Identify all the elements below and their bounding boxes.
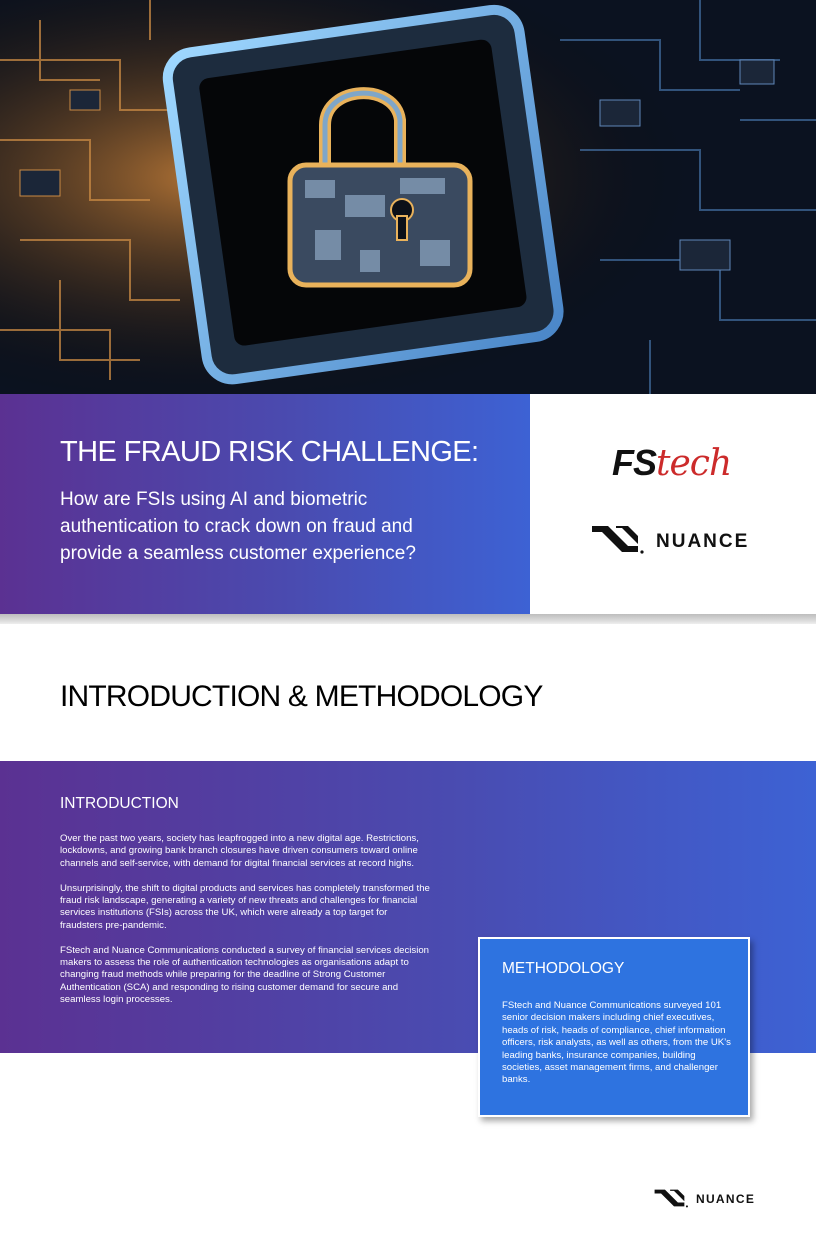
banner-shadow	[0, 614, 816, 624]
fstech-logo-fs: FS	[612, 442, 657, 483]
nuance-logo	[592, 522, 749, 556]
intro-paragraph: Unsurprisingly, the shift to digital products and services has completely transformed the fraud risk landscape, generating a variety of new threats and challenges for financial services institutions (FSIs) across the UK, which were already a top target for fraudsters pre-pandemic.	[60, 882, 430, 931]
introduction-heading: INTRODUCTION	[60, 795, 179, 812]
methodology-box	[478, 937, 750, 1117]
methodology-body: FStech and Nuance Communications surveyed 101 senior decision makers including chief executives, heads of risk, heads of compliance, chief information officers, risk analysts, as well as others, from the UK’s leading banks, insurance companies, building societies, asset management firms, and challenger banks.	[502, 1000, 731, 1086]
methodology-heading: METHODOLOGY	[502, 960, 625, 977]
padlock-circuit-illustration	[0, 0, 816, 394]
logo-panel	[530, 394, 816, 614]
intro-paragraph: FStech and Nuance Communications conducted a survey of financial services decision makers to assess the role of authentication technologies as organisations adapt to changing fraud methods while preparing for the deadline of Strong Customer Authentication (SCA) and responding to rising customer demand for secure and seamless login processes.	[60, 944, 430, 1006]
report-subtitle: How are FSIs using AI and biometric authentication to crack down on fraud and provide a seamless customer experience?	[60, 489, 416, 564]
hero-image	[0, 0, 816, 394]
report-title: THE FRAUD RISK CHALLENGE:	[60, 436, 479, 468]
footer-nuance-wordmark: NUANCE	[696, 1192, 756, 1206]
section-title: INTRODUCTION & METHODOLOGY	[60, 680, 543, 713]
fstech-logo-tech: tech	[656, 443, 732, 484]
title-banner	[0, 394, 530, 614]
nuance-wordmark: NUANCE	[656, 531, 750, 552]
footer-nuance-logo	[654, 1187, 755, 1209]
fstech-logo	[612, 442, 731, 484]
nuance-mark-icon	[654, 1187, 694, 1209]
introduction-body	[60, 833, 432, 1019]
intro-paragraph: Over the past two years, society has leapfrogged into a new digital age. Restrictions, lockdowns, and growing bank branch closures have driven consumers toward online channels and self-service, with demand for digital financial services at record highs.	[60, 833, 419, 869]
nuance-mark-icon	[592, 522, 652, 556]
